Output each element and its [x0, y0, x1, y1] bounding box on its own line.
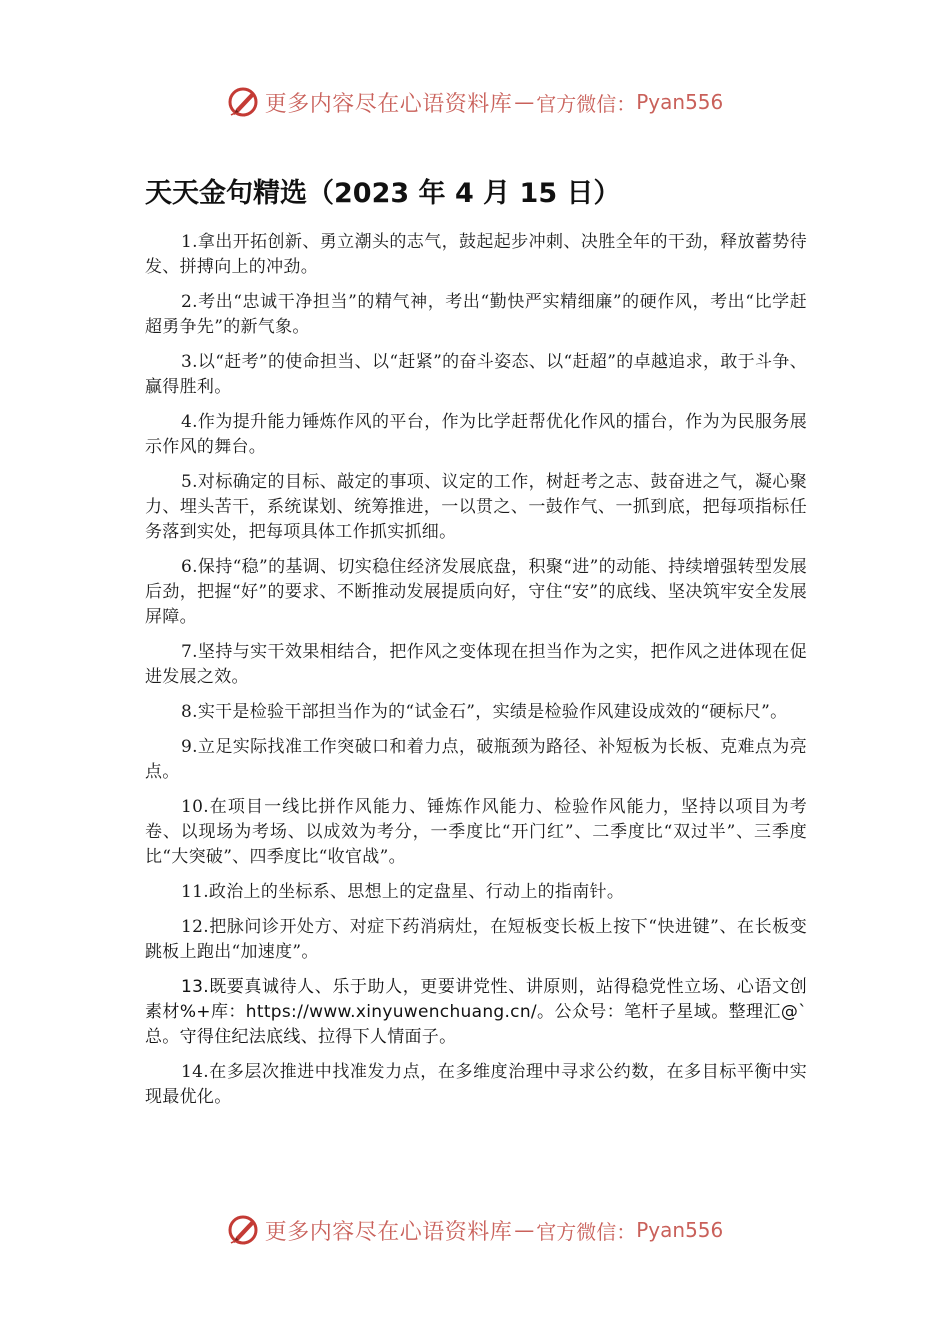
quote-paragraph-3: 3.以“赶考”的使命担当、以“赶紧”的奋斗姿态、以“赶超”的卓越追求，敢于斗争、赢得胜利。 — [145, 352, 807, 397]
footer-banner — [0, 1208, 950, 1252]
header-separator: — — [514, 90, 535, 114]
quote-paragraph-11: 11.政治上的坐标系、思想上的定盘星、行动上的指南针。 — [181, 882, 625, 902]
quote-paragraph-1: 1.拿出开拓创新、勇立潮头的志气，鼓起起步冲刺、决胜全年的干劲，释放蓄势待发、拼搏向上的冲劲。 — [145, 232, 807, 277]
quote-paragraph-13: 13.既要真诚待人、乐于助人，更要讲党性、讲原则，站得稳党性立场、心语文创素材%+库：https://www.xinyuwenchuang.cn/。公众号：笔杆子星域。整理汇@`总。守得住纪法底线、拉得下人情面子。 — [145, 977, 807, 1047]
page-title: 天天金句精选（2023 年 4 月 15 日） — [145, 178, 621, 209]
pen-logo-icon — [227, 85, 261, 119]
header-banner — [0, 80, 950, 124]
quote-paragraph-9: 9.立足实际找准工作突破口和着力点，破瓶颈为路径、补短板为长板、克难点为亮点。 — [145, 737, 807, 782]
quote-paragraph-8: 8.实干是检验干部担当作为的“试金石”，实绩是检验作风建设成效的“硬标尺”。 — [181, 702, 788, 722]
quote-paragraph-4: 4.作为提升能力锤炼作风的平台，作为比学赶帮优化作风的擂台，作为为民服务展示作风的舞台。 — [145, 412, 807, 457]
quote-paragraph-10: 10.在项目一线比拼作风能力、锤炼作风能力、检验作风能力，坚持以项目为考卷、以现场为考场、以成效为考分，一季度比“开门红”、二季度比“双过半”、三季度比“大突破”、四季度比“收官战”。 — [145, 797, 807, 867]
quote-paragraph-5: 5.对标确定的目标、敲定的事项、议定的工作，树赶考之志、鼓奋进之气，凝心聚力、埋头苦干，系统谋划、统筹推进，一以贯之、一鼓作气、一抓到底，把每项指标任务落到实处，把每项具体工作抓实抓细。 — [145, 472, 807, 542]
pen-logo-icon — [227, 1213, 261, 1247]
quote-paragraph-14: 14.在多层次推进中找准发力点，在多维度治理中寻求公约数，在多目标平衡中实现最优化。 — [145, 1062, 807, 1107]
quote-list — [145, 230, 807, 1120]
header-slogan: 更多内容尽在心语资料库 — [264, 91, 513, 117]
footer-wechat-label: 官方微信： — [536, 1219, 637, 1244]
footer-slogan: 更多内容尽在心语资料库 — [264, 1219, 513, 1245]
footer-separator: — — [514, 1218, 535, 1242]
header-wechat-label: 官方微信： — [536, 91, 637, 116]
header-wechat-id: Pyan556 — [636, 90, 724, 114]
quote-paragraph-6: 6.保持“稳”的基调、切实稳住经济发展底盘，积聚“进”的动能、持续增强转型发展后劲，把握“好”的要求、不断推动发展提质向好，守住“安”的底线、坚决筑牢安全发展屏障。 — [145, 557, 807, 627]
footer-wechat-id: Pyan556 — [636, 1218, 724, 1242]
quote-paragraph-7: 7.坚持与实干效果相结合，把作风之变体现在担当作为之实，把作风之进体现在促进发展之效。 — [145, 642, 807, 687]
quote-paragraph-2: 2.考出“忠诚干净担当”的精气神，考出“勤快严实精细廉”的硬作风，考出“比学赶超勇争先”的新气象。 — [145, 292, 807, 337]
quote-paragraph-12: 12.把脉问诊开处方、对症下药消病灶，在短板变长板上按下“快进键”、在长板变跳板上跑出“加速度”。 — [145, 917, 807, 962]
